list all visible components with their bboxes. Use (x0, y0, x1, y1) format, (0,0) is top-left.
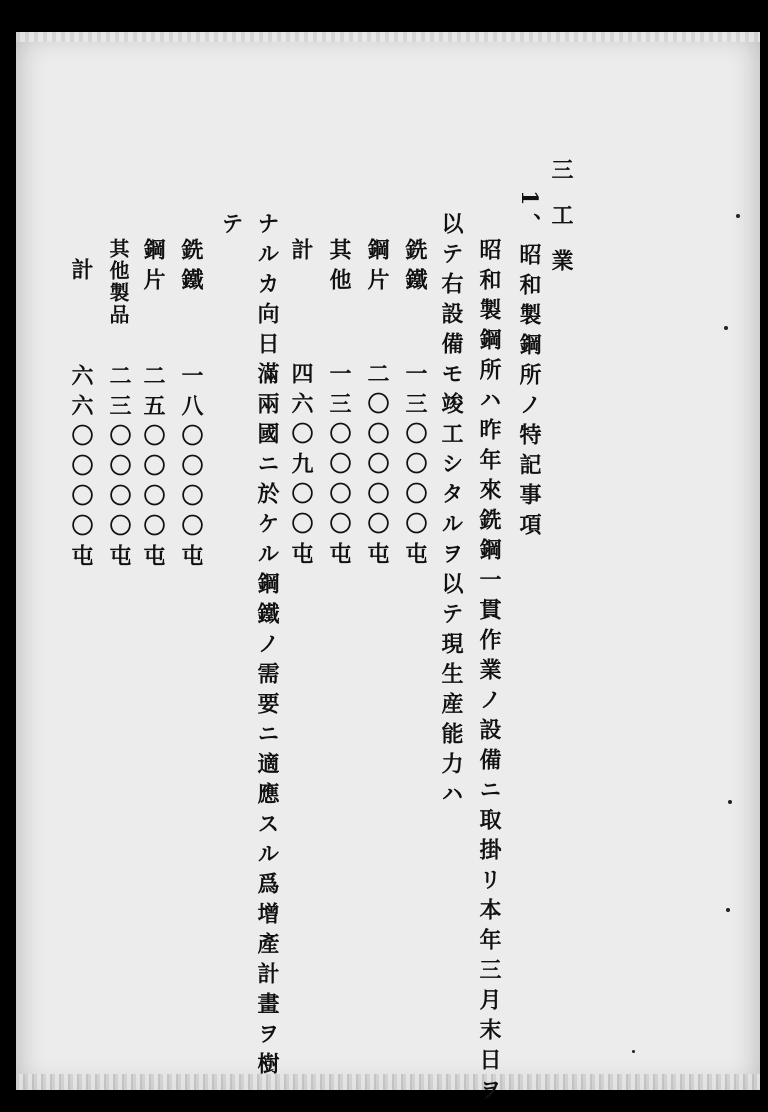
capacity-item: 計 (288, 238, 314, 268)
scan-speck (728, 800, 732, 804)
page-edge-bottom (16, 1074, 760, 1090)
capacity-item: 鋼片 (364, 238, 390, 298)
plan-item: 計 (68, 258, 94, 288)
paragraph-line-1: 昭和製鋼所ハ昨年來銑鋼一貫作業ノ設備ニ取掛リ本年三月末日ヲ (476, 238, 502, 1108)
plan-item: 銑鐵 (178, 238, 204, 298)
continuation-line-2: テ (218, 212, 244, 242)
capacity-amount: 二〇〇〇〇〇屯 (364, 362, 390, 572)
capacity-item: 銑鐵 (402, 238, 428, 298)
capacity-amount: 一三〇〇〇〇屯 (402, 362, 428, 572)
page-edge-top (16, 32, 760, 42)
subsection-title: 1、昭和製鋼所ノ特記事項 (516, 190, 542, 544)
plan-item: 鋼片 (140, 238, 166, 298)
plan-amount: 二三〇〇〇〇屯 (106, 364, 132, 574)
scan-speck (726, 908, 730, 912)
continuation-line-1: ナルカ向日滿兩國ニ於ケル鋼鐵ノ需要ニ適應スル爲增產計畫ヲ樹 (254, 212, 280, 1082)
capacity-amount: 四六〇九〇〇屯 (288, 362, 314, 572)
scan-speck (736, 214, 740, 218)
scan-speck (632, 1050, 635, 1053)
scan-speck (724, 326, 728, 330)
plan-amount: 一八〇〇〇〇屯 (178, 364, 204, 574)
capacity-item: 其他 (326, 238, 352, 298)
plan-amount: 二五〇〇〇〇屯 (140, 364, 166, 574)
paragraph-line-2: 以テ右設備モ竣工シタルヲ以テ現生産能力ハ (438, 212, 464, 812)
capacity-amount: 一三〇〇〇〇屯 (326, 362, 352, 572)
plan-item: 其他製品 (106, 238, 130, 326)
plan-amount: 六六〇〇〇〇屯 (68, 364, 94, 574)
section-title: 三 工 業 (548, 158, 574, 280)
